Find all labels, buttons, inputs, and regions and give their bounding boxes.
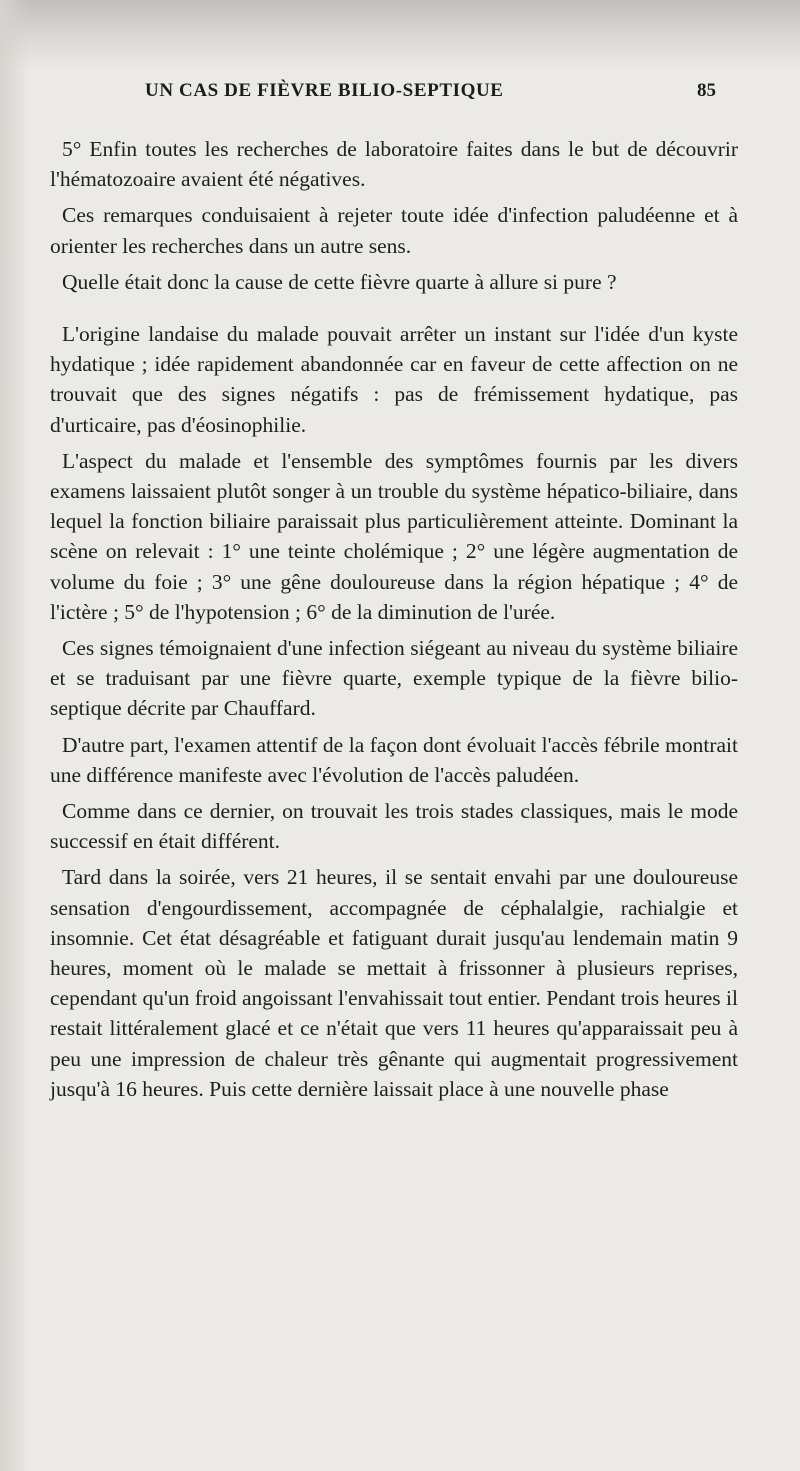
paragraph-5: L'aspect du malade et l'ensemble des symptômes fournis par les divers examens laissaient plutôt songer à un trouble du système hépatico-biliaire, dans lequel la fonction biliaire paraissait plus particulièrement atteinte. Dominant la scène on relevait : 1° une teinte cholémique ; 2° une légère augmentation de volume du foie ; 3° une gêne douloureuse dans la région hépatique ; 4° de l'ictère ; 5° de l'hypotension ; 6° de la diminution de l'urée. <box>50 448 738 624</box>
running-header <box>0 80 800 110</box>
paragraph-7: D'autre part, l'examen attentif de la façon dont évoluait l'accès fébrile montrait une différence manifeste avec l'évolution de l'accès paludéen. <box>50 732 738 787</box>
paragraph-4: L'origine landaise du malade pouvait arrêter un instant sur l'idée d'un kyste hydatique ; idée rapidement abandonnée car en faveur de cette affection on ne trouvait que des signes négatifs : pas de frémissement hydatique, pas d'urticaire, pas d'éosinophilie. <box>50 322 738 437</box>
paragraph-9: Tard dans la soirée, vers 21 heures, il se sentait envahi par une douloureuse sensation d'engourdissement, accompagnée de céphalalgie, rachialgie et insomnie. Cet état désagréable et fatiguant durait jusqu'au lendemain matin 9 heures, moment où le malade se mettait à frissonner à plusieurs reprises, cependant qu'un froid angoissant l'envahissait tout entier. Pendant trois heures il restait littéralement glacé et ce n'était que vers 11 heures qu'apparaissait peu à peu une impression de chaleur très gênante qui augmentait progressivement jusqu'à 16 heures. Puis cette dernière laissait place à une nouvelle phase <box>50 865 738 1101</box>
scan-shadow-top <box>0 0 800 70</box>
scan-shadow-left <box>0 0 30 1471</box>
body-text <box>50 134 738 1104</box>
paragraph-8: Comme dans ce dernier, on trouvait les trois stades classiques, mais le mode successif en était différent. <box>50 799 738 854</box>
paragraph-1: 5° Enfin toutes les recherches de laboratoire faites dans le but de découvrir l'hématozoaire avaient été négatives. <box>50 137 738 192</box>
page-number: 85 <box>697 80 716 101</box>
running-title: UN CAS DE FIÈVRE BILIO-SEPTIQUE <box>145 80 504 101</box>
paragraph-3: Quelle était donc la cause de cette fièvre quarte à allure si pure ? <box>62 269 617 294</box>
paragraph-2: Ces remarques conduisaient à rejeter toute idée d'infection paludéenne et à orienter les recherches dans un autre sens. <box>50 203 738 258</box>
paragraph-6: Ces signes témoignaient d'une infection siégeant au niveau du système biliaire et se traduisant par une fièvre quarte, exemple typique de la fièvre bilio-septique décrite par Chauffard. <box>50 636 738 721</box>
